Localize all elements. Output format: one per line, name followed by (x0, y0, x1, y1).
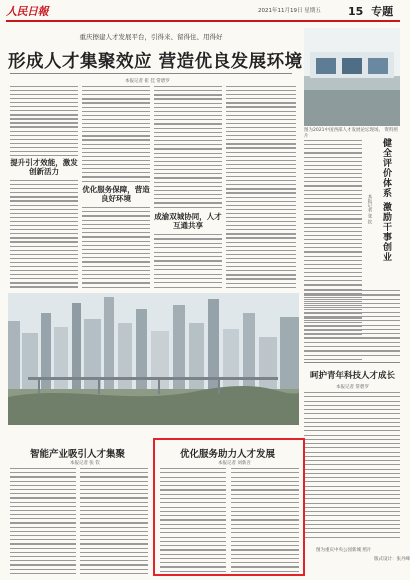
bottom-left-col-1 (10, 468, 76, 574)
side-col-3 (304, 392, 400, 538)
lead-col-2-lower (82, 207, 150, 288)
side-footer-credit: 版式设计：张丹峰 (374, 557, 410, 562)
lead-col-3-lower (154, 234, 222, 288)
forum-venue-photo (304, 28, 400, 126)
side-headline: 健全评价体系 激励干事创业 (381, 138, 391, 263)
bottom-mid-byline: 本报记者 刘新吾 (218, 461, 251, 466)
lead-col-2-upper (82, 86, 150, 182)
page-number-section (348, 3, 393, 19)
lead-kicker: 重庆擦建人才发展平台，引得来、留得住、用得好 (79, 33, 223, 41)
bottom-mid-col-2 (231, 468, 299, 572)
bottom-left-headline: 智能产业吸引人才集聚 (30, 449, 126, 460)
bottom-mid-headline: 优化服务助力人才发展 (180, 449, 276, 460)
page-number: 15 (348, 5, 364, 18)
bottom-left-byline: 本报记者 张 钦 (70, 461, 100, 466)
bottom-mid-col-1 (160, 468, 226, 572)
lead-byline: 本报记者 崔 佳 常碧罗 (125, 79, 170, 84)
headline-rule (10, 73, 292, 74)
lead-col-3-upper (154, 86, 222, 208)
city-skyline-photo (8, 293, 299, 425)
side-photo-note: 图为2021中国西部人才发展论坛现场。 资料照片 (304, 128, 398, 139)
page-section: 专题 (371, 5, 394, 18)
lead-subhead-1: 提升引才效能，激发创新活力 (10, 158, 78, 176)
bottom-left-col-2 (80, 468, 148, 574)
lead-subhead-2: 优化服务保障，营造良好环境 (82, 185, 150, 203)
side-mid-headline: 呵护青年科技人才成长 (310, 371, 396, 381)
lead-col-1-upper (10, 86, 78, 156)
side-byline: 本报记者 张 钦 (367, 194, 372, 224)
side-footer-note: 图为重庆中央公园新城 照片 (316, 548, 372, 553)
lead-col-1-lower (10, 180, 78, 288)
side-divider (304, 362, 400, 363)
lead-subhead-3: 成渝双城协同，人才互通共享 (154, 212, 222, 230)
lead-headline: 形成人才集聚效应 营造优良发展环境 (8, 52, 303, 72)
side-mid-byline: 本报记者 常碧罗 (336, 385, 369, 390)
side-col-2 (304, 290, 400, 356)
masthead-rule (6, 20, 400, 22)
lead-col-4 (226, 86, 296, 288)
newspaper-logo: 人民日報 (6, 5, 48, 18)
issue-date: 2021年11月19日 星期五 (258, 8, 321, 14)
